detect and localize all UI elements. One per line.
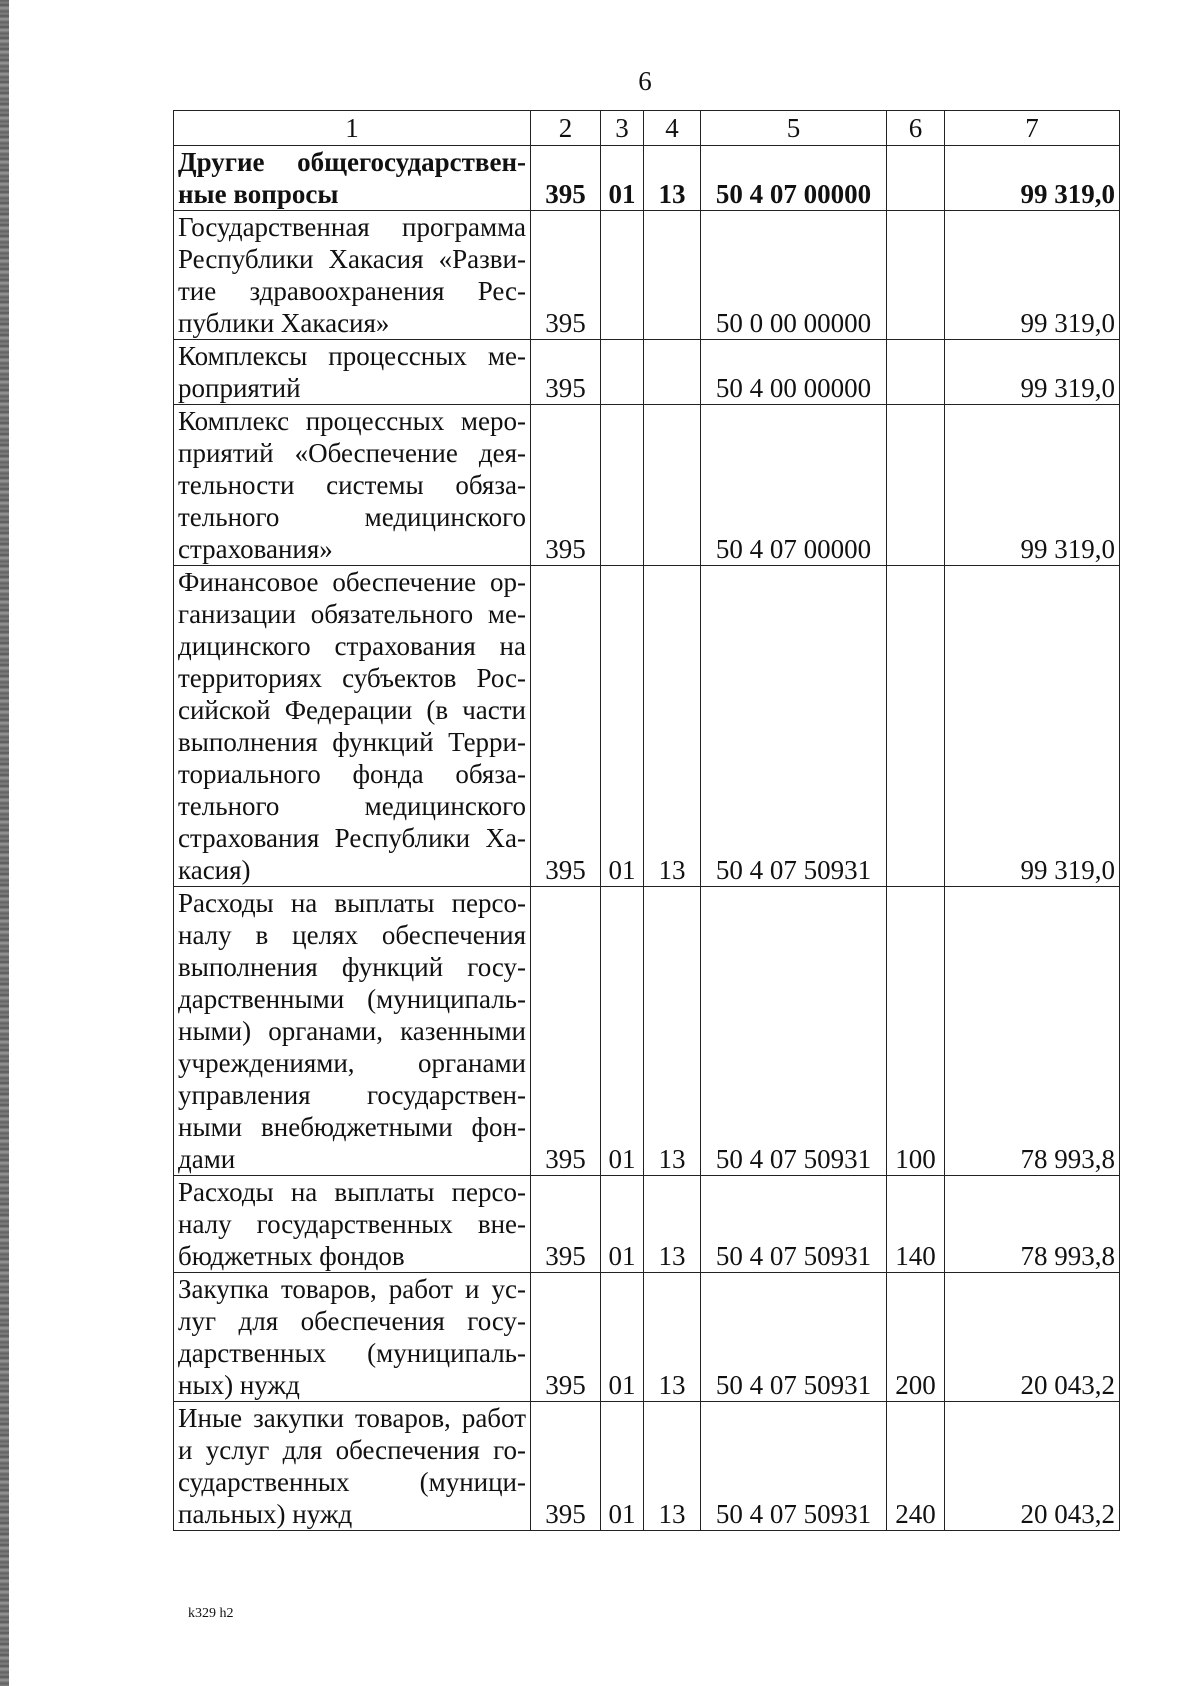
- cell-section: [601, 405, 644, 566]
- cell-amount: 99 319,0: [945, 340, 1120, 405]
- cell-target-article: 50 4 07 50931: [701, 887, 887, 1176]
- cell-amount: 78 993,8: [945, 1176, 1120, 1273]
- cell-target-article: 50 4 07 00000: [701, 146, 887, 211]
- cell-admin-code: 395: [531, 405, 601, 566]
- cell-admin-code: 395: [531, 340, 601, 405]
- column-header-3: 3: [601, 111, 644, 146]
- row-name: Комплексы процессных ме-роприятий: [174, 340, 531, 405]
- cell-expense-type: [887, 211, 945, 340]
- cell-subsection: [644, 211, 701, 340]
- row-name: Государственная программа Республики Хакасия «Разви-тие здравоохранения Рес-публики Хакасия»: [174, 211, 531, 340]
- cell-subsection: 13: [644, 566, 701, 887]
- table-row: [174, 1176, 1120, 1273]
- row-name: Иные закупки товаров, работ и услуг для обеспечения го-сударственных (муници-пальных) нужд: [174, 1402, 531, 1531]
- table-row: [174, 1273, 1120, 1402]
- cell-amount: 78 993,8: [945, 887, 1120, 1176]
- cell-admin-code: 395: [531, 887, 601, 1176]
- cell-subsection: [644, 340, 701, 405]
- cell-amount: 99 319,0: [945, 405, 1120, 566]
- row-name: Комплекс процессных меро-приятий «Обеспечение дея-тельности системы обяза-тельного медицинского страхования»: [174, 405, 531, 566]
- cell-subsection: 13: [644, 1273, 701, 1402]
- cell-subsection: 13: [644, 146, 701, 211]
- budget-table: [173, 110, 1120, 1531]
- cell-section: 01: [601, 1176, 644, 1273]
- cell-target-article: 50 4 07 00000: [701, 405, 887, 566]
- table-row: [174, 1402, 1120, 1531]
- scan-edge: [0, 0, 9, 1686]
- cell-section: [601, 211, 644, 340]
- row-name: Закупка товаров, работ и ус-луг для обеспечения госу-дарственных (муниципаль-ных) нужд: [174, 1273, 531, 1402]
- cell-expense-type: 200: [887, 1273, 945, 1402]
- cell-subsection: 13: [644, 1402, 701, 1531]
- table-row: [174, 211, 1120, 340]
- cell-target-article: 50 4 00 00000: [701, 340, 887, 405]
- cell-subsection: [644, 405, 701, 566]
- cell-amount: 20 043,2: [945, 1273, 1120, 1402]
- row-name: Расходы на выплаты персо-налу в целях обеспечения выполнения функций госу-дарственными (муниципаль-ными) органами, казенными учреждениями, органами управления государствен-ными внебюджетными фон-дами: [174, 887, 531, 1176]
- column-header-7: 7: [945, 111, 1120, 146]
- document-code: k329 h2: [188, 1606, 234, 1621]
- cell-admin-code: 395: [531, 1176, 601, 1273]
- table-row: [174, 340, 1120, 405]
- cell-section: 01: [601, 566, 644, 887]
- table-row: [174, 566, 1120, 887]
- row-name: Расходы на выплаты персо-налу государственных вне-бюджетных фондов: [174, 1176, 531, 1273]
- cell-amount: 20 043,2: [945, 1402, 1120, 1531]
- column-header-6: 6: [887, 111, 945, 146]
- cell-subsection: 13: [644, 887, 701, 1176]
- cell-target-article: 50 4 07 50931: [701, 1273, 887, 1402]
- cell-admin-code: 395: [531, 1273, 601, 1402]
- cell-admin-code: 395: [531, 566, 601, 887]
- cell-expense-type: 240: [887, 1402, 945, 1531]
- cell-expense-type: [887, 405, 945, 566]
- cell-amount: 99 319,0: [945, 146, 1120, 211]
- cell-section: 01: [601, 146, 644, 211]
- cell-admin-code: 395: [531, 211, 601, 340]
- cell-target-article: 50 4 07 50931: [701, 566, 887, 887]
- cell-expense-type: [887, 340, 945, 405]
- page-number: 6: [638, 66, 652, 96]
- cell-expense-type: [887, 566, 945, 887]
- cell-amount: 99 319,0: [945, 566, 1120, 887]
- header-row: [174, 111, 1120, 146]
- row-name: Другие общегосударствен-ные вопросы: [174, 146, 531, 211]
- column-header-1: 1: [174, 111, 531, 146]
- row-name: Финансовое обеспечение ор-ганизации обязательного ме-дицинского страхования на территориях субъектов Рос-сийской Федерации (в части выполнения функций Терри-ториального фонда обяза-тельного медицинского страхования Республики Ха-касия): [174, 566, 531, 887]
- cell-section: 01: [601, 1402, 644, 1531]
- cell-section: 01: [601, 1273, 644, 1402]
- cell-admin-code: 395: [531, 1402, 601, 1531]
- column-header-4: 4: [644, 111, 701, 146]
- cell-expense-type: [887, 146, 945, 211]
- cell-section: [601, 340, 644, 405]
- cell-target-article: 50 4 07 50931: [701, 1402, 887, 1531]
- cell-expense-type: 140: [887, 1176, 945, 1273]
- column-header-2: 2: [531, 111, 601, 146]
- column-header-5: 5: [701, 111, 887, 146]
- cell-expense-type: 100: [887, 887, 945, 1176]
- cell-section: 01: [601, 887, 644, 1176]
- cell-target-article: 50 0 00 00000: [701, 211, 887, 340]
- table-row: [174, 146, 1120, 211]
- table-row: [174, 405, 1120, 566]
- cell-target-article: 50 4 07 50931: [701, 1176, 887, 1273]
- table-row: [174, 887, 1120, 1176]
- cell-admin-code: 395: [531, 146, 601, 211]
- cell-subsection: 13: [644, 1176, 701, 1273]
- cell-amount: 99 319,0: [945, 211, 1120, 340]
